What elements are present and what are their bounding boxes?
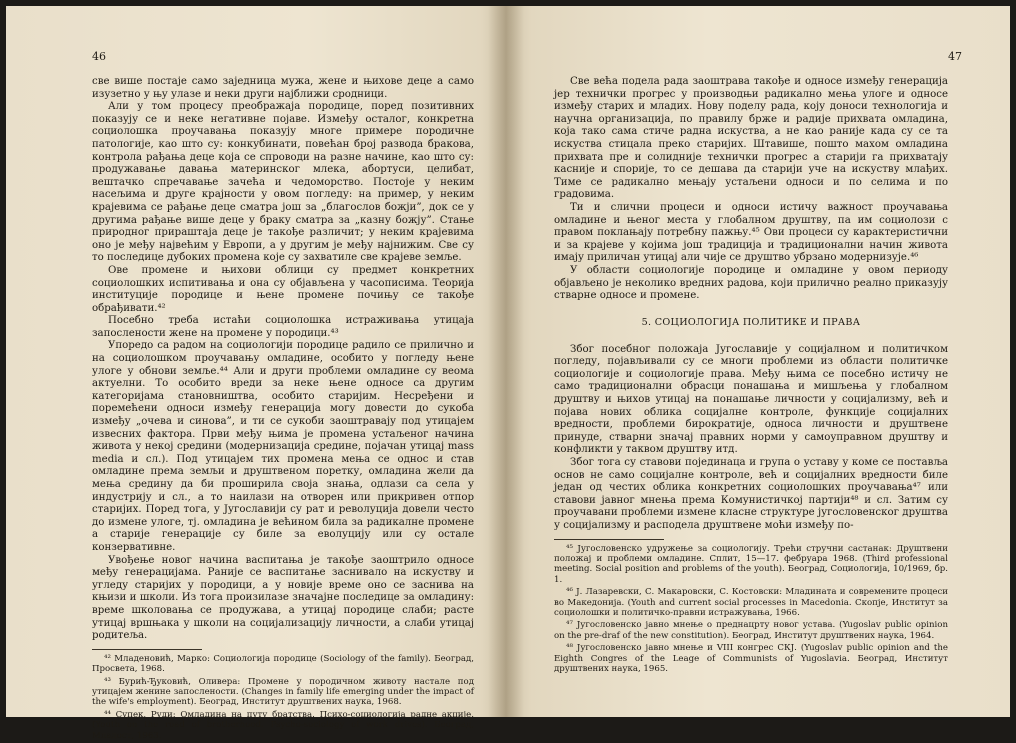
gutter-shadow bbox=[506, 6, 524, 717]
section-heading: 5. СОЦИОЛОГИЈА ПОЛИТИКЕ И ПРАВА bbox=[641, 316, 861, 328]
text-column bbox=[554, 76, 948, 676]
paragraph: Посебно треба истаћи социолошка истраживања утицаја запослености жене на промене у породици.⁴³ bbox=[92, 315, 474, 339]
left-page bbox=[6, 6, 506, 741]
book-spread bbox=[6, 6, 1010, 741]
page-number: 47 bbox=[948, 50, 962, 63]
footnote: ⁴⁸ Југословенско јавно мнење и VIII конгрес СКЈ. (Yugoslav public opinion and the Eighth Congres of the Leage of Communists of Yugoslavia. Београд, Институт друштвених наука, 1965. bbox=[554, 643, 948, 675]
paragraph: Упоредо са радом на социологији породице радило се прилично и на социолошком проучавању омладине, особито у погледу њене улоге у обнови земље.⁴⁴ Али и други проблеми омладине су веома актуелни. То особито вреди за неке њене односе са другим категоријама становништва, особито старијим. Несређени и поремећени односи између генерација могу довести до сукоба између „очева и синова”, и ти се сукоби заоштравају под утицајем извесних фактора. Први међу њима је промена устаљеног начина живота у некој средини (модернизација средине, појачан утицај mass media и сл.). Под утицајем тих промена мења се однос и став омладине према земљи и друштвеном поретку, омладина жели да мења средину да би проширила своја знања, одлази са села у индустрију и сл., а то наилази на отворен или прикривен отпор старијих. Поред тога, у Југославији су рат и револуција довели често до измене улоге, тј. омладина је већином била за радикалне промене а старије генерације су биле за еволуцију или су остале конзервативне. bbox=[92, 340, 474, 553]
text-column bbox=[92, 76, 474, 743]
paragraph: Ове промене и њихови облици су предмет конкретних социолошких испитивања и она су објављена у часописима. Теорија институције породице и њене промене почињу се такође обрађивати.⁴² bbox=[92, 264, 474, 314]
gutter-shadow bbox=[488, 6, 506, 717]
footnote: ⁴⁴ Супек, Руди: Омладина на путу братства. Психо-социологија радне акције. (Youth on the road of brotherhood. Psycho-sociology of work drives). Београд, Младост, 1963. bbox=[92, 709, 474, 741]
paragraph: Због посебног положаја Југославије у социјалном и политичком погледу, појављивали су се многи проблеми из области политичке социологије и социологије права. Међу њима се посебно истичу не само традиционални обрасци понашања и мишљења у глобалном друштву и њихов утицај на понашање личности у социјализму, већ и појава нових облика социјалне контроле, функције социјалних вредности, проблеми бирократије, односа личности и друштвене принуде, стварни значај правних норми у самоуправном друштву и конфликти у таквом друштву итд. bbox=[554, 343, 948, 456]
footnote: ⁴² Младеновић, Марко: Социологија породице (Sociology of the family). Београд, Просвета, 1968. bbox=[92, 653, 474, 675]
paragraph: Због тога су ставови појединаца и група о уставу у коме се поставља основ не само социјалне контроле, већ и социјалних вредности биле један од честих облика конкретних социолошких проучавања⁴⁷ или ставови јавног мнења према Комунистичкој партији⁴⁸ и сл. Затим су проучавани проблеми измене класне структуре југословенског друштва у социјализму и расподела друштвене моћи између по- bbox=[554, 457, 948, 531]
paragraph: Али у том процесу преображаја породице, поред позитивних показују се и неке негативне појаве. Између осталог, конкретна социолошка проучавања показују многе примере породичне патологије, као што су: конкубинати, повећан број развода бракова, контрола рађања деце која се спроводи на разне начине, као што су: продужавање давања материнског млека, абортуси, целибат, вештачко спречавање зачећа и чедоморство. Постоје у неким насељима и друге крајности у овом погледу: на пример, у неким крајевима се рађање деце сматра још за „благослов божји”, док се у другима рађање више деце у браку сматра за „казну божју”. Стање природног прираштаја деце је такође различит; у неким крајевима оно је међу највећим у Европи, а у другим је међу најнижим. Све су то последице дубоких промена које су захватиле све крајеве земље. bbox=[92, 101, 474, 264]
footnote: ⁴⁵ Југословенско удружење за социологију. Трећи стручни састанак: Друштвени положај и проблеми омладине. Сплит, 15—17. фебруара 1968. (Third professional meeting. Social position and problems of the youth). Београд, Социологија, 10/1969, бр. 1. bbox=[554, 543, 948, 585]
paragraph: Све већа подела рада заоштрава такође и односе између генерација јер технички прогрес у производњи радикално мења улоге и односе између старих и младих. Нову поделу рада, коју доноси технологија и научна организација, по правилу брже и радије прихвата омладина, која тако сама стиче радна искуства, а не као раније када су се та искуства стицала преко старијих. Штавише, пошто махом омладина прихвата пре и солидније технички прогрес а старији га прихватају касније и спорије, то се дешава да старији уче на искуству млађих. Тиме се радикално мењају устаљени односи и по селима и по градовима. bbox=[554, 76, 948, 201]
paragraph: све више постаје само заједница мужа, жене и њихове деце а само изузетно у њу улазе и неки други најближи сродници. bbox=[92, 76, 474, 100]
page-number: 46 bbox=[92, 50, 106, 63]
paragraph: Ти и слични процеси и односи истичу важност проучавања омладине и њеног места у глобалном друштву, па им социолози с правом поклањају потребну пажњу.⁴⁵ Ови процеси су карактеристични и за крајеве у којима још традиција и традиционални начин живота имају приличан утицај али чије се друштво убрзано модернизује.⁴⁶ bbox=[554, 201, 948, 264]
right-page bbox=[506, 6, 1010, 717]
footnote: ⁴³ Бурић-Ђуковић, Оливера: Промене у породичном животу настале под утицајем женине запослености. (Changes in family life emerging under the impact of the wife's employment). Београд, Институт друштвених наука, 1968. bbox=[92, 676, 474, 708]
paragraph: У области социологије породице и омладине у овом периоду објављено је неколико вредних радова, који прилично реално приказују стварне односе и промене. bbox=[554, 264, 948, 302]
paragraph: Увођење новог начина васпитања је такође заоштрило односе међу генерацијама. Раније се васпитање заснивало на искуству и угледу старијих у породици, а у новије време оно се заснива на књизи и школи. Из тога произилазе значајне последице за омладину: време школовања се продужава, а утицај породице слаби; расте утицај вршњака у школи на социјализацију личности, а слаби утицај родитеља. bbox=[92, 554, 474, 642]
footnote: ⁴⁷ Југословенско јавно мнење о преднацрту новог устава. (Yugoslav public opinion on the pre-draf of the new constitution). Београд, Институт друштвених наука, 1964. bbox=[554, 620, 948, 641]
footnote-rule bbox=[554, 539, 664, 540]
footnote-rule bbox=[92, 649, 202, 650]
footnote: ⁴⁶ Ј. Лазаревски, С. Макаровски, С. Костовски: Младината и современите процеси во Македонија. (Youth and current social processes in Macedonia. Скопје, Институт за социолошки и политичко-правни истражувања, 1966. bbox=[554, 587, 948, 619]
